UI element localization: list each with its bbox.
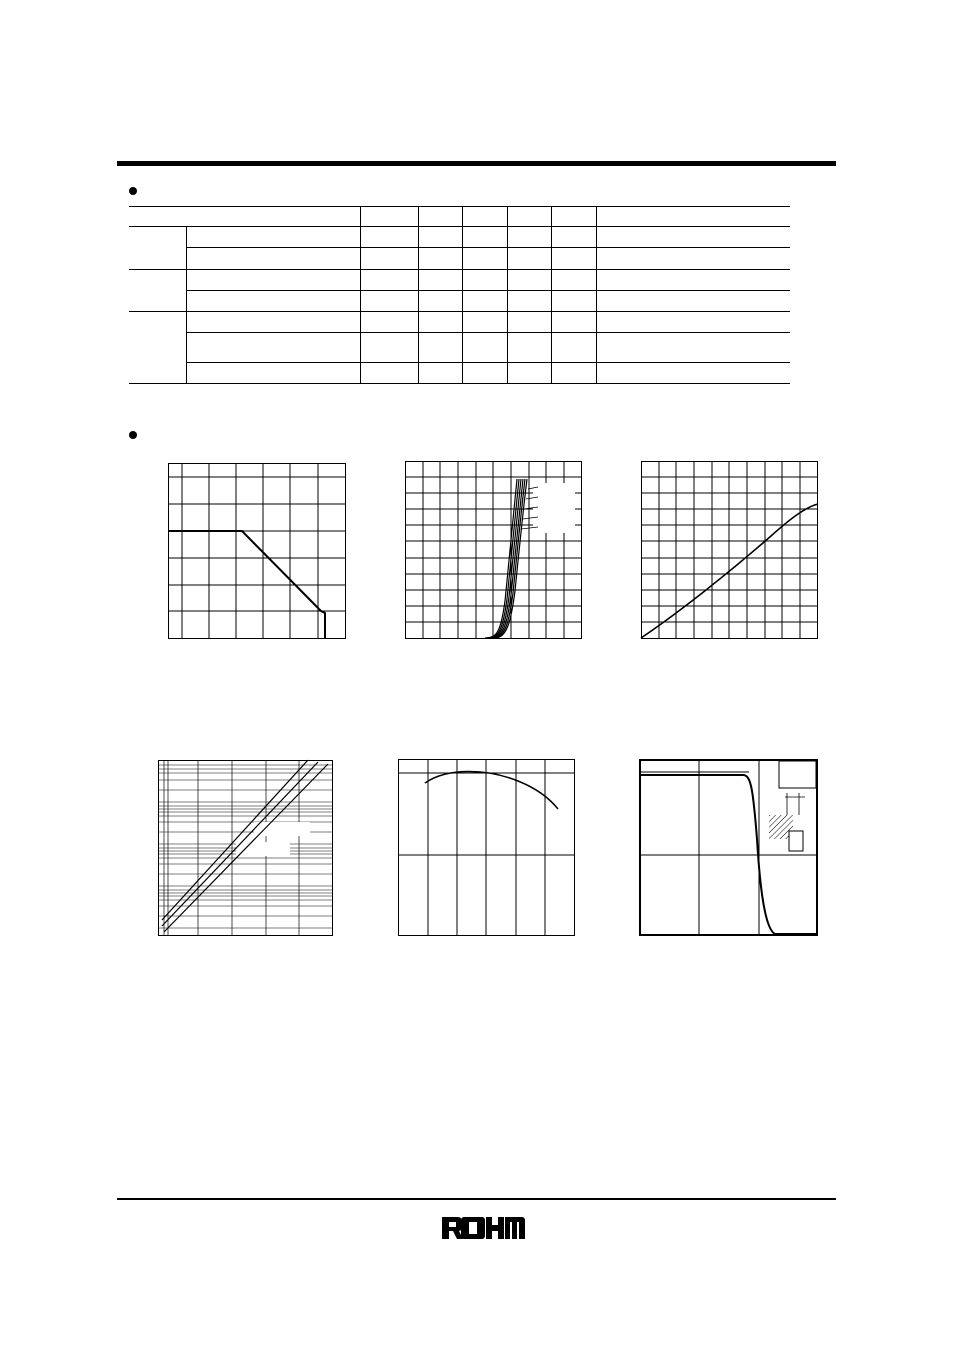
sensor-inset-icon xyxy=(769,793,805,851)
header-rule xyxy=(117,161,836,166)
chart-log-log xyxy=(158,760,333,936)
rohm-logo xyxy=(440,1215,526,1241)
chart-arch-curve xyxy=(398,759,575,936)
chart-step-response xyxy=(639,759,818,936)
chart-power-derating xyxy=(168,463,346,639)
section-bullet-electrical xyxy=(129,187,137,195)
chart-linear-response xyxy=(641,461,818,639)
chart-forward-characteristic xyxy=(405,461,582,639)
footer-rule xyxy=(117,1198,836,1200)
section-bullet-characteristics xyxy=(129,431,137,439)
